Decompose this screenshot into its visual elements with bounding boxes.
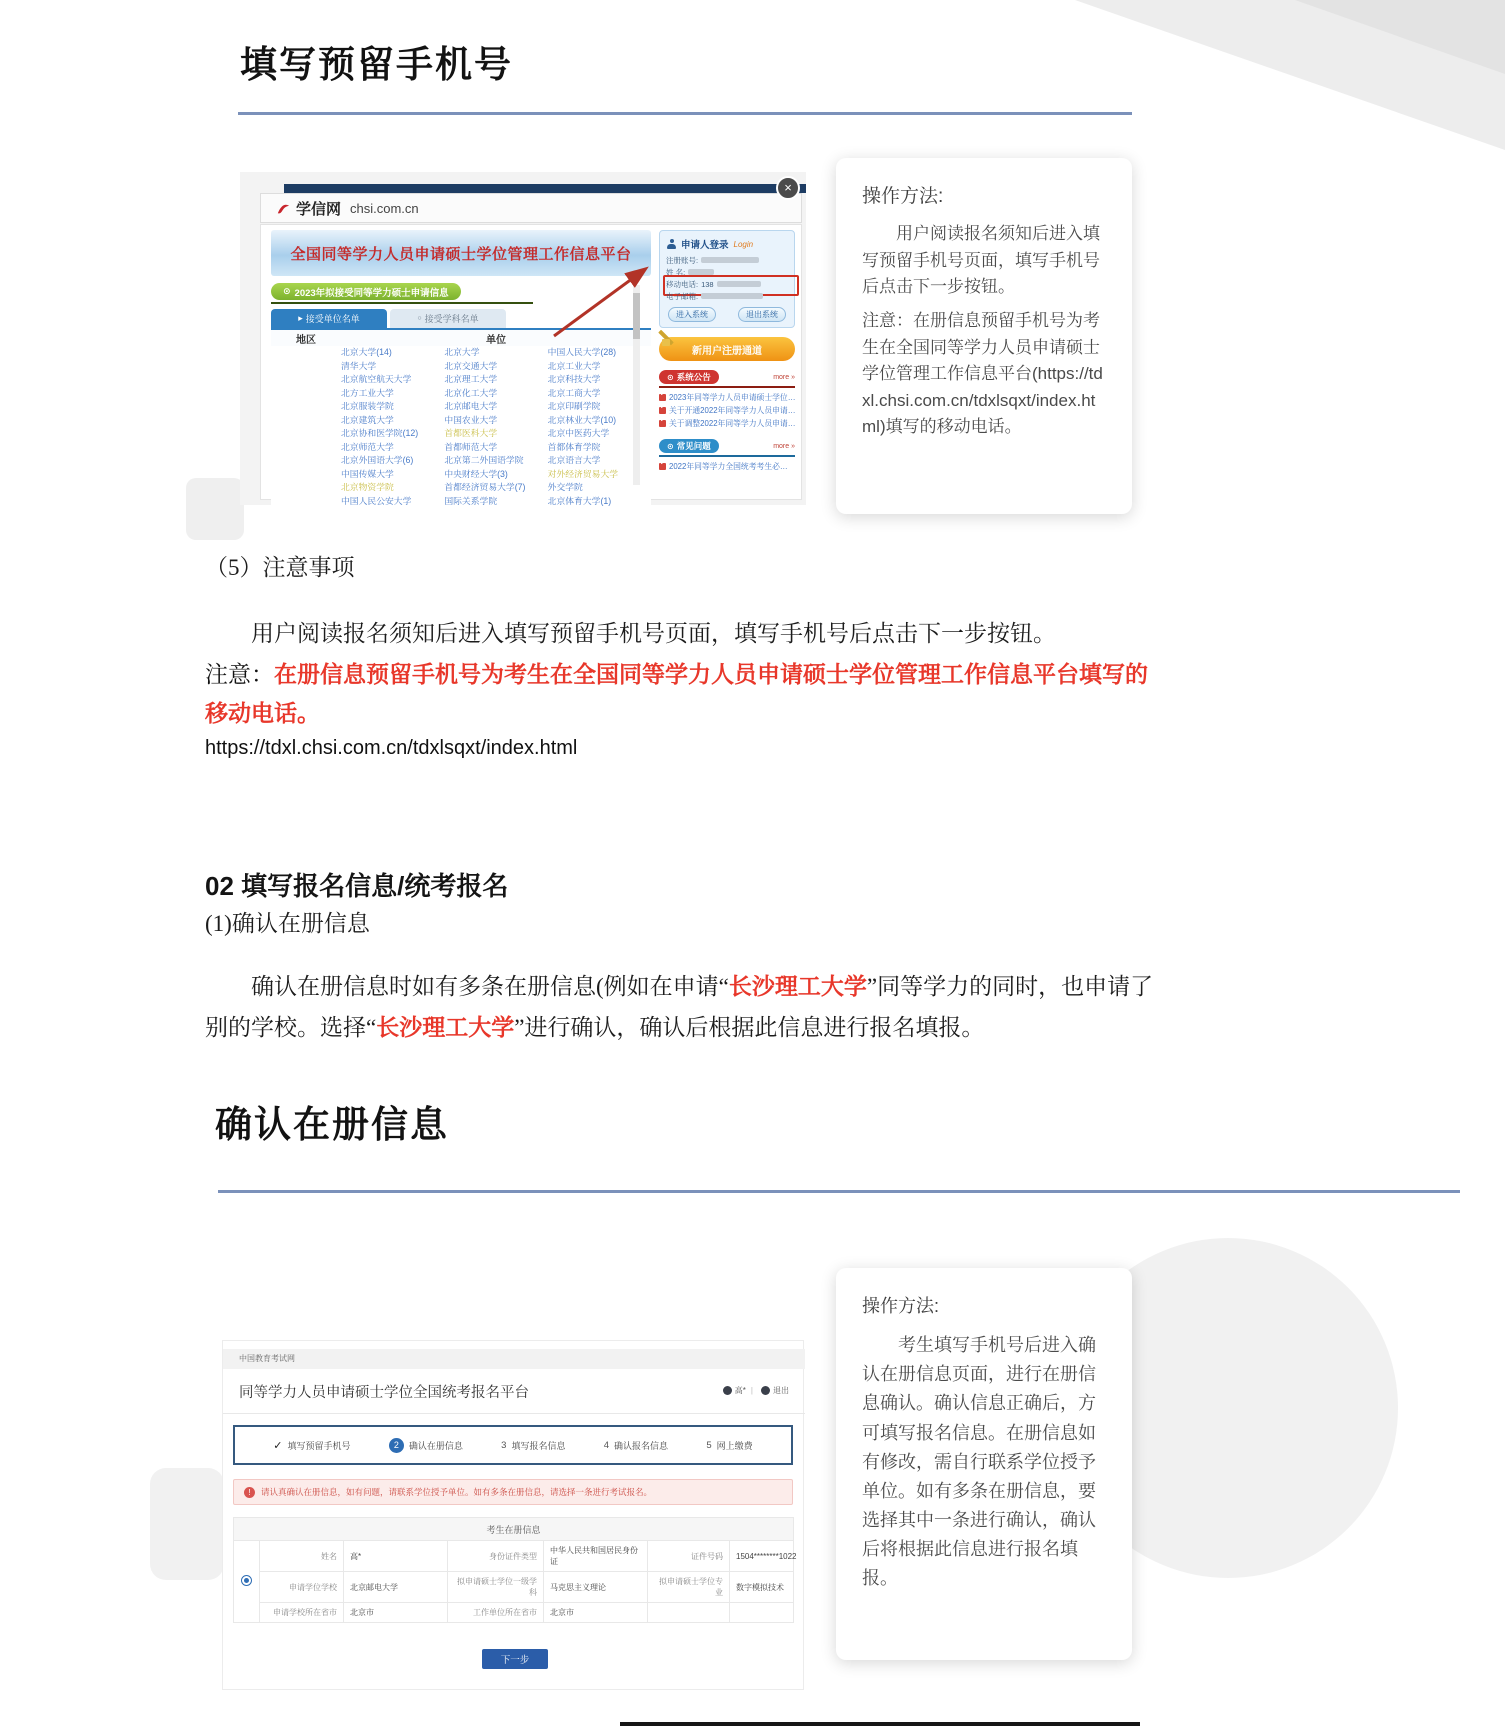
cell-label: 拟申请硕士学位专业: [648, 1572, 730, 1603]
university-link[interactable]: 北京大学(14): [341, 347, 392, 357]
table-row: [234, 1541, 794, 1572]
instruction-panel-phone: [836, 158, 1132, 514]
note-line: [205, 655, 1167, 733]
chsi-main-column: [271, 230, 651, 508]
notes-heading: （5）注意事项: [205, 555, 355, 580]
university-link[interactable]: 北京工商大学: [547, 387, 601, 398]
note-red-text: 在册信息预留手机号为考生在全国同等学力人员申请硕士学位管理工作信息平台填写的移动电话。: [205, 661, 1148, 727]
logout-link[interactable]: 退出: [773, 1386, 789, 1395]
mobile-prefix-value: 138: [701, 279, 714, 289]
chsi-window-body: [260, 224, 802, 506]
announcement-title: ⊙ 系统公告: [659, 370, 719, 384]
scrollbar[interactable]: [633, 285, 640, 485]
screenshot-exam-platform: [222, 1340, 804, 1690]
announcement-more-link[interactable]: more »: [773, 373, 795, 381]
tab-accepting-units[interactable]: ▸ 接受单位名单: [271, 309, 387, 328]
cell-value: 北京市: [344, 1603, 448, 1623]
unit-table: [271, 346, 651, 508]
green-underline: [271, 302, 533, 304]
login-title: 申请人登录: [681, 240, 729, 251]
close-icon[interactable]: ×: [776, 176, 800, 200]
university-link[interactable]: 北京协和医学院(12): [341, 428, 419, 438]
person-icon: [666, 239, 677, 250]
announcement-rule: [659, 386, 795, 388]
header-user-area: [720, 1385, 789, 1396]
university-link[interactable]: 北京第二外国语学院: [444, 455, 524, 465]
announcement-link[interactable]: [659, 417, 795, 430]
register-banner-label: 新用户注册通道: [692, 345, 762, 357]
list-bullet-icon: [659, 463, 666, 470]
list-bullet-icon: [659, 394, 666, 401]
redacted-email-value: [701, 293, 763, 299]
applicant-login-panel: [659, 230, 795, 328]
university-link[interactable]: 北京中医药大学: [547, 428, 610, 438]
cell-value: 1504********1022: [730, 1541, 794, 1572]
list-tabs: [271, 309, 651, 328]
step-item-确认在册信息: [389, 1438, 463, 1453]
university-link[interactable]: 北京理工大学: [444, 374, 498, 384]
logout-icon: [761, 1386, 770, 1395]
note-prefix: 注意：: [205, 662, 274, 687]
corner-decoration-2: [1295, 0, 1505, 74]
field-account-label: 注册账号:: [666, 255, 699, 265]
graduation-cap-icon: [656, 330, 676, 350]
cell-label: 证件号码: [648, 1541, 730, 1572]
university-link[interactable]: 北京航空航天大学: [341, 374, 412, 384]
column-unit: 单位: [486, 334, 506, 346]
panel1-paragraph-2: 注意：在册信息预留手机号为考生在全国同等学力人员申请硕士学位管理工作信息平台(https://tdxl.chsi.com.cn/tdxlsqxt/index.html)填写的移动电话。: [862, 311, 1103, 436]
university-link[interactable]: 中国传媒大学: [341, 468, 394, 479]
paragraph-text: ”进行确认，确认后根据此信息进行报名填报。: [514, 1015, 985, 1041]
paragraph-text: 确认在册信息时如有多条在册信息(例如在申请“: [251, 974, 729, 999]
faq-header: [659, 439, 795, 453]
chsi-logo-icon: [275, 201, 290, 216]
step-indicator: [233, 1425, 793, 1465]
alert-icon: !: [244, 1487, 255, 1498]
alert-text: 请认真确认在册信息，如有问题，请联系学位授予单位。如有多条在册信息，请选择一条进行考试报名。: [261, 1487, 653, 1497]
announcement-link-label: 关于调整2022年同等学力人员申请…: [669, 419, 795, 428]
confirm-alert: [233, 1479, 793, 1505]
table-title: 考生在册信息: [234, 1518, 794, 1541]
title-underline: [238, 112, 1132, 115]
cell-label: 身份证件类型: [448, 1541, 544, 1572]
university-link[interactable]: 中国农业大学: [444, 414, 498, 425]
cell-label: 工作单位所在省市: [448, 1603, 544, 1623]
region-column: [271, 346, 341, 508]
panel2-paragraph: 考生填写手机号后进入确认在册信息页面，进行在册信息确认。确认信息正确后，方可填写报名信息。在册信息如有修改，需自行联系学位授予单位。如有多条在册信息，要选择其中一条进行确认，确认后将根据此信息进行报名填报。: [862, 1335, 1096, 1589]
year-info-button[interactable]: ⊙ 2023年拟接受同等学力硕士申请信息: [271, 283, 461, 300]
table-row: [234, 1572, 794, 1603]
university-link[interactable]: 北京邮电大学: [444, 401, 498, 411]
list-bullet-icon: [659, 407, 666, 414]
faq-rule: [659, 455, 795, 457]
university-grid: [341, 346, 651, 508]
university-link[interactable]: 首都医科大学: [444, 428, 498, 438]
university-link[interactable]: 北京建筑大学: [341, 414, 394, 425]
platform-banner: 全国同等学力人员申请硕士学位管理工作信息平台: [271, 230, 651, 276]
announcement-list: [659, 391, 795, 430]
university-link[interactable]: 国际关系学院: [444, 495, 498, 506]
field-email-label: 电子邮箱:: [666, 291, 699, 301]
university-link[interactable]: 北京交通大学: [444, 360, 498, 371]
university-link[interactable]: 中国人民大学(28): [547, 347, 617, 357]
cell-label: 申请学位学校: [260, 1572, 344, 1603]
step-label: 确认在册信息: [408, 1440, 463, 1451]
window-top-strip: [284, 184, 806, 193]
redacted-account-value: [701, 257, 759, 263]
cell-value: 北京邮电大学: [344, 1572, 448, 1603]
announcement-link-label: 2023年同等学力人员申请硕士学位…: [669, 393, 795, 402]
cell-value: 数字模拟技术: [730, 1572, 794, 1603]
tab-accepting-subjects[interactable]: ○ 接受学科名单: [390, 309, 506, 328]
university-link[interactable]: 北京物资学院: [341, 482, 394, 492]
login-buttons: [666, 307, 788, 322]
site-topbar: 中国教育考试网: [223, 1349, 805, 1369]
divider: |: [750, 1386, 753, 1395]
university-link[interactable]: 北京印刷学院: [547, 401, 601, 411]
paragraph-text: ”同等学力的同时，也申请了别的学校。选择“: [205, 974, 1154, 1041]
field-account: [666, 254, 788, 266]
left-edge-decoration-2: [186, 478, 244, 540]
step-item-填写预留手机号: [273, 1439, 350, 1452]
faq-more-link[interactable]: more »: [773, 442, 795, 450]
university-link[interactable]: 北京大学: [444, 347, 480, 357]
announcement-link[interactable]: [659, 404, 795, 417]
announcement-header: [659, 370, 795, 384]
screenshot-chsi-platform: [240, 172, 806, 505]
chsi-side-column: [659, 230, 795, 473]
field-mobile: [666, 278, 788, 290]
login-header: [666, 237, 788, 251]
field-email: [666, 290, 788, 302]
step-number: 4: [603, 1439, 610, 1451]
university-link[interactable]: 北京师范大学: [341, 441, 394, 452]
new-user-register-banner[interactable]: [659, 337, 795, 361]
radio-cell[interactable]: [234, 1541, 260, 1623]
enter-system-button[interactable]: 进入系统: [668, 307, 716, 322]
browser-titlebar: [260, 193, 802, 223]
step-label: 填写报名信息: [511, 1440, 566, 1451]
panel1-title: 操作方法:: [862, 186, 944, 207]
user-icon: [723, 1386, 732, 1395]
faq-link-label: 2022年同等学力全国统考考生必…: [669, 462, 788, 471]
cell-label: 姓名: [260, 1541, 344, 1572]
cell-value: [730, 1603, 794, 1623]
university-link[interactable]: 北京外国语大学(6): [341, 455, 414, 465]
university-name-highlight: 长沙理工大学: [376, 1014, 515, 1041]
column-region: 地区: [296, 334, 316, 346]
step-item-确认报名信息: [604, 1439, 668, 1452]
section-title-phone: 填写预留手机号: [240, 44, 513, 85]
instruction-panel-confirm: [836, 1268, 1132, 1660]
university-link[interactable]: 清华大学: [341, 360, 377, 371]
university-link[interactable]: 中央财经大学(3): [444, 468, 508, 479]
notes-paragraph: 用户阅读报名须知后进入填写预留手机号页面，填写手机号后点击下一步按钮。: [251, 621, 1056, 646]
announcement-link-label: 关于开通2022年同等学力人员申请…: [669, 406, 795, 415]
section02-subheading: (1)确认在册信息: [205, 911, 370, 936]
field-name-label: 姓 名:: [666, 267, 686, 277]
login-title-en: Login: [733, 239, 754, 249]
next-step-button[interactable]: 下一步: [482, 1649, 548, 1669]
left-edge-decoration: [150, 1468, 224, 1580]
step-label: 填写预留手机号: [287, 1440, 351, 1451]
university-link[interactable]: 对外经济贸易大学: [547, 468, 619, 479]
university-name-highlight: 长沙理工大学: [728, 973, 867, 999]
cell-label: 申请学校所在省市: [260, 1603, 344, 1623]
university-link[interactable]: 北京林业大学(10): [547, 414, 617, 425]
faq-link[interactable]: [659, 460, 795, 473]
cell-value: 北京市: [544, 1603, 648, 1623]
section02-heading: 02 填写报名信息/统考报名: [205, 871, 509, 901]
user-name: 高*: [734, 1386, 746, 1395]
title-underline-2: [218, 1190, 1460, 1193]
footer-rule: [620, 1722, 1140, 1726]
step-number: 5: [706, 1439, 712, 1451]
radio-selected-icon[interactable]: [241, 1575, 252, 1586]
site-brand: 学信网: [296, 200, 342, 218]
cell-value: 高*: [344, 1541, 448, 1572]
cell-value: 马克思主义理论: [544, 1572, 648, 1603]
step-item-网上缴费: [706, 1439, 752, 1452]
panel2-title: 操作方法:: [862, 1296, 940, 1316]
university-link[interactable]: 外交学院: [547, 482, 583, 492]
university-link[interactable]: 首都师范大学: [444, 441, 498, 452]
university-link[interactable]: 中国人民公安大学: [341, 495, 412, 506]
university-link[interactable]: 北京科技大学: [547, 374, 601, 384]
university-link[interactable]: 北京服装学院: [341, 401, 394, 411]
step-label: 确认报名信息: [614, 1440, 669, 1451]
step-number: 2: [389, 1438, 404, 1453]
register-table-body: [234, 1541, 797, 1623]
university-link[interactable]: 北京工业大学: [547, 360, 601, 371]
step-item-填写报名信息: [501, 1439, 565, 1452]
enrollment-paragraph: [205, 966, 1171, 1049]
university-link[interactable]: 北京化工大学: [444, 387, 498, 398]
announcement-link[interactable]: [659, 391, 795, 404]
panel1-paragraph-1: 用户阅读报名须知后进入填写预留手机号页面，填写手机号后点击下一步按钮。: [862, 224, 1100, 297]
faq-list: [659, 460, 795, 473]
exit-system-button[interactable]: 退出系统: [738, 307, 786, 322]
cell-label: [648, 1603, 730, 1623]
university-link[interactable]: 北京语言大学: [547, 455, 601, 465]
step-label: 网上缴费: [716, 1440, 753, 1451]
field-mobile-label: 移动电话:: [666, 279, 699, 289]
platform-title: 同等学力人员申请硕士学位全国统考报名平台: [239, 1385, 529, 1401]
table-row: [234, 1603, 794, 1623]
header-divider: [223, 1413, 805, 1414]
cell-value: 中华人民共和国居民身份证: [544, 1541, 648, 1572]
register-info-table: [233, 1517, 797, 1623]
faq-title: ⊙ 常见问题: [659, 439, 719, 453]
site-domain: chsi.com.cn: [350, 200, 419, 216]
university-link[interactable]: 北京体育大学(1): [547, 495, 612, 506]
list-bullet-icon: [659, 420, 666, 427]
unit-table-header: [271, 328, 651, 346]
cell-label: 拟申请硕士学位一级学科: [448, 1572, 544, 1603]
university-link[interactable]: 北方工业大学: [341, 387, 394, 398]
step-number: 3: [501, 1439, 507, 1451]
university-link[interactable]: 首都体育学院: [547, 441, 601, 452]
step-number: ✓: [273, 1439, 283, 1452]
platform-url: https://tdxl.chsi.com.cn/tdxlsqxt/index.html: [205, 737, 578, 759]
university-link[interactable]: 首都经济贸易大学(7): [444, 482, 526, 492]
section-title-confirm: 确认在册信息: [215, 1104, 449, 1145]
